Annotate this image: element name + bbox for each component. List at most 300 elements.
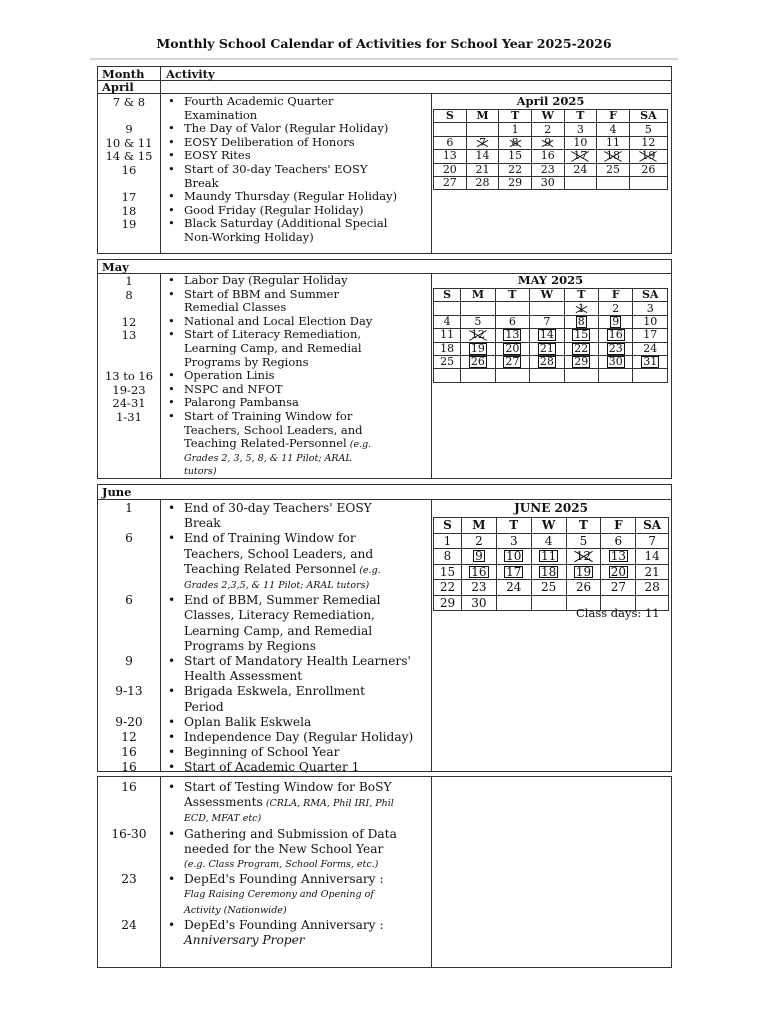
- calendar-day: [531, 595, 566, 611]
- calendar-day: [530, 329, 564, 342]
- calendar-day: [434, 369, 461, 382]
- bullet-icon: •: [168, 216, 175, 231]
- calendar-day: [629, 150, 667, 163]
- crossed-day: 8: [511, 135, 519, 149]
- calendar-day: 3: [496, 533, 531, 549]
- calendar-day: [599, 369, 633, 382]
- calendar-day: 24: [496, 580, 531, 596]
- weekday-header: SA: [633, 289, 668, 302]
- calendar-day: [601, 549, 636, 565]
- calendar-day: 29: [499, 176, 532, 189]
- calendar-day: [564, 329, 598, 342]
- activity-text: End of 30-day Teachers' EOSY: [184, 501, 372, 515]
- class-day: 15: [574, 328, 589, 342]
- calendar-day: [530, 302, 564, 315]
- activity-date: 6: [125, 593, 133, 607]
- activity-date: 12: [121, 315, 137, 329]
- june-continued-section: [97, 776, 672, 968]
- calendar-day: [564, 150, 597, 163]
- calendar-column-divider: [431, 273, 432, 478]
- activity-text: Operation Linis: [184, 368, 275, 383]
- weekday-header: T: [564, 110, 597, 123]
- calendar-title: JUNE 2025: [514, 501, 588, 515]
- bullet-icon: •: [168, 760, 176, 775]
- activity-item: [162, 163, 430, 190]
- activity-date: 1: [125, 274, 133, 288]
- bullet-icon: •: [168, 395, 175, 410]
- bullet-icon: •: [168, 654, 176, 669]
- bullet-icon: •: [168, 94, 175, 108]
- may-section: [97, 259, 672, 479]
- calendar-day: 7: [636, 533, 669, 549]
- calendar-day: 28: [636, 580, 669, 596]
- weekday-header: M: [461, 289, 495, 302]
- weekday-header: F: [601, 518, 636, 534]
- activity-text: Beginning of School Year: [184, 745, 340, 760]
- activity-note: (e.g. Class Program, School Forms, etc.): [184, 859, 379, 871]
- calendar-day: [599, 355, 633, 368]
- calendar-day: 5: [461, 315, 495, 328]
- bullet-icon: •: [168, 684, 176, 699]
- weekday-header: F: [599, 289, 633, 302]
- calendar-day: [633, 369, 668, 382]
- activity-item: [162, 654, 430, 684]
- class-day: 16: [608, 328, 623, 342]
- calendar-day: 2: [531, 123, 564, 136]
- calendar-day: [461, 549, 496, 565]
- activity-date: 16: [121, 163, 137, 177]
- month-label-june: June: [102, 485, 132, 499]
- calendar-day: 29: [434, 595, 462, 611]
- calendar-day: [564, 369, 598, 382]
- crossed-day: 18: [606, 149, 621, 163]
- activity-text: Learning Camp, and Remedial: [184, 623, 373, 638]
- activity-item: [162, 593, 430, 654]
- calendar-day: 2: [599, 302, 633, 315]
- calendar-day: 1: [434, 533, 462, 549]
- calendar-day: 10: [564, 136, 597, 149]
- calendar-day: [597, 176, 630, 189]
- activity-item: [162, 217, 430, 244]
- crossed-day: 12: [575, 549, 592, 564]
- activity-date: 1-31: [116, 410, 142, 424]
- class-day: 23: [608, 341, 623, 355]
- calendar-day: 25: [597, 163, 630, 176]
- calendar-day: [495, 355, 529, 368]
- calendar-day: 11: [597, 136, 630, 149]
- activity-text: Oplan Balik Eskwela: [184, 714, 312, 729]
- activity-text: Assessments (CRLA, RMA, Phil IRI, Phil: [184, 795, 394, 810]
- activity-text: Start of Testing Window for BoSY: [184, 780, 392, 794]
- activity-text: Health Assessment: [184, 669, 303, 684]
- class-day: 13: [610, 549, 626, 564]
- calendar-grid: [433, 517, 669, 611]
- class-day: 29: [574, 355, 589, 369]
- june-section: [97, 484, 672, 775]
- may-activities: [162, 274, 430, 479]
- activity-text: Brigada Eskwela, Enrollment: [184, 684, 366, 699]
- activity-text: Examination: [184, 107, 258, 122]
- crossed-day: 12: [470, 328, 485, 342]
- weekday-header: M: [466, 110, 499, 123]
- activity-item: [162, 531, 430, 593]
- calendar-day: [564, 315, 598, 328]
- calendar-column-divider: [431, 777, 432, 967]
- bullet-icon: •: [168, 368, 175, 383]
- calendar-day: 21: [636, 564, 669, 580]
- calendar-grid: [433, 109, 668, 190]
- crossed-day: 7: [478, 135, 486, 149]
- activity-text: Fourth Academic Quarter: [184, 94, 334, 108]
- bullet-icon: •: [168, 917, 176, 932]
- calendar-day: [496, 595, 531, 611]
- activity-text: End of Training Window for: [184, 531, 356, 546]
- calendar-day: [461, 302, 495, 315]
- month-column-divider: [160, 273, 161, 478]
- calendar-day: 4: [597, 123, 630, 136]
- calendar-day: 17: [633, 329, 668, 342]
- activity-date: 24-31: [112, 396, 146, 410]
- activity-date: 12: [121, 730, 137, 744]
- calendar-day: 6: [601, 533, 636, 549]
- calendar-day: 4: [531, 533, 566, 549]
- activity-item: [162, 149, 430, 163]
- calendar-day: [495, 302, 529, 315]
- calendar-day: 6: [495, 315, 529, 328]
- activity-item: [162, 684, 430, 714]
- calendar-day: 7: [530, 315, 564, 328]
- weekday-header: SA: [629, 110, 667, 123]
- calendar-day: 2: [461, 533, 496, 549]
- month-label-april: April: [102, 80, 134, 94]
- activity-item: [162, 122, 430, 136]
- activity-item: [162, 410, 430, 479]
- weekday-header: W: [531, 110, 564, 123]
- weekday-header: M: [461, 518, 496, 534]
- activity-item: [162, 501, 430, 531]
- activity-text: Gathering and Submission of Data: [184, 826, 397, 841]
- class-day: 8: [577, 314, 585, 328]
- weekday-header: S: [434, 518, 462, 534]
- activity-text: Start of Literacy Remediation,: [184, 327, 362, 342]
- class-day: 17: [506, 564, 522, 579]
- activity-item: [162, 745, 430, 760]
- activity-header: Activity: [166, 67, 215, 81]
- activity-text: Remedial Classes: [184, 300, 287, 315]
- activity-date: 16: [121, 760, 137, 774]
- weekday-header: T: [499, 110, 532, 123]
- activity-date: 8: [125, 288, 133, 302]
- calendar-day: [466, 123, 499, 136]
- calendar-day: [499, 136, 532, 149]
- calendar-day: [461, 355, 495, 368]
- calendar-day: 26: [629, 163, 667, 176]
- calendar-day: [597, 150, 630, 163]
- activity-item: [162, 95, 430, 122]
- calendar-day: 8: [434, 549, 462, 565]
- calendar-day: [566, 549, 601, 565]
- activity-text: Programs by Regions: [184, 354, 309, 369]
- june-calendar: [433, 500, 669, 611]
- activity-text: DepEd's Founding Anniversary :: [184, 872, 384, 887]
- weekday-header: T: [495, 289, 529, 302]
- crossed-day: 19: [641, 149, 656, 163]
- month-column-divider: [160, 777, 161, 967]
- activity-text: Break: [184, 516, 221, 531]
- activity-text: Break: [184, 175, 219, 190]
- activity-note: Flag Raising Ceremony and Opening of: [184, 889, 374, 901]
- activity-date: 23: [121, 872, 137, 886]
- weekday-header: F: [597, 110, 630, 123]
- activity-text: Start of 30-day Teachers' EOSY: [184, 161, 368, 176]
- calendar-day: [495, 329, 529, 342]
- class-day: 14: [539, 328, 554, 342]
- activity-text: Independence Day (Regular Holiday): [184, 730, 414, 745]
- calendar-day: 5: [566, 533, 601, 549]
- calendar-day: 18: [434, 342, 461, 355]
- activity-item: [162, 190, 430, 204]
- title-divider: [90, 58, 678, 60]
- calendar-day: [461, 369, 495, 382]
- activity-date: 10 & 11: [105, 136, 153, 150]
- bullet-icon: •: [168, 313, 175, 328]
- calendar-day: [496, 564, 531, 580]
- calendar-day: 5: [629, 123, 667, 136]
- class-day: 18: [540, 564, 557, 579]
- bullet-icon: •: [168, 408, 175, 423]
- calendar-column-divider: [431, 93, 432, 253]
- activity-text: Start of Mandatory Health Learners': [184, 654, 411, 669]
- calendar-day: [461, 329, 495, 342]
- bullet-icon: •: [168, 593, 176, 608]
- calendar-day: 14: [636, 549, 669, 565]
- bullet-icon: •: [168, 730, 176, 745]
- calendar-day: 11: [434, 329, 461, 342]
- activity-date: 9-13: [115, 684, 143, 698]
- activity-text: Programs by Regions: [184, 638, 317, 653]
- class-day: 26: [470, 355, 485, 369]
- activity-text: Black Saturday (Additional Special: [184, 216, 388, 231]
- bullet-icon: •: [168, 327, 175, 342]
- april-activities: [162, 95, 430, 245]
- calendar-day: 22: [499, 163, 532, 176]
- activity-date: 19: [121, 217, 137, 231]
- activity-text: Period: [184, 699, 224, 714]
- activity-text: needed for the New School Year: [184, 841, 384, 856]
- activity-date: 24: [121, 918, 137, 932]
- bullet-icon: •: [168, 745, 176, 760]
- calendar-day: 27: [434, 176, 467, 189]
- calendar-day: 28: [466, 176, 499, 189]
- class-day: 31: [643, 355, 658, 369]
- crossed-day: 9: [544, 135, 552, 149]
- calendar-day: 21: [466, 163, 499, 176]
- activity-date: 7 & 8: [112, 95, 146, 109]
- class-day: 9: [475, 549, 483, 564]
- calendar-day: 4: [434, 315, 461, 328]
- calendar-day: [564, 342, 598, 355]
- activity-text: Non-Working Holiday): [184, 229, 314, 244]
- activity-item: [162, 918, 430, 948]
- activity-item: [162, 369, 430, 383]
- activity-date: 9: [125, 122, 133, 136]
- calendar-day: 30: [461, 595, 496, 611]
- calendar-day: [531, 136, 564, 149]
- class-day: 27: [505, 355, 520, 369]
- class-day: 13: [505, 328, 520, 342]
- bullet-icon: •: [168, 826, 176, 841]
- weekday-header: T: [496, 518, 531, 534]
- calendar-day: [530, 342, 564, 355]
- june-continued-activities: [162, 780, 430, 948]
- month-label-may: May: [102, 260, 129, 274]
- calendar-day: 27: [601, 580, 636, 596]
- calendar-day: 14: [466, 150, 499, 163]
- calendar-day: [599, 329, 633, 342]
- month-header: Month: [102, 67, 145, 81]
- bullet-icon: •: [168, 780, 176, 794]
- calendar-day: 22: [434, 580, 462, 596]
- calendar-day: 24: [564, 163, 597, 176]
- calendar-column-divider: [431, 499, 432, 771]
- june-activities: [162, 501, 430, 776]
- calendar-day: [599, 315, 633, 328]
- calendar-day: 23: [531, 163, 564, 176]
- activity-date: 6: [125, 531, 133, 545]
- activity-subtitle: Anniversary Proper: [184, 933, 305, 948]
- activity-text: Start of Training Window for: [184, 408, 353, 423]
- class-day: 16: [471, 564, 487, 579]
- activity-item: [162, 315, 430, 329]
- activity-item: [162, 715, 430, 730]
- activity-note: Grades 2, 3, 5, 8, & 11 Pilot; ARAL: [184, 452, 352, 464]
- weekday-header: S: [434, 110, 467, 123]
- activity-item: [162, 288, 430, 315]
- calendar-day: [566, 564, 601, 580]
- calendar-day: [434, 123, 467, 136]
- calendar-grid: [433, 288, 668, 383]
- activity-note: ECD, MFAT etc): [184, 813, 262, 825]
- calendar-day: [496, 549, 531, 565]
- bullet-icon: •: [168, 134, 175, 149]
- activity-text: Start of BBM and Summer: [184, 286, 339, 301]
- calendar-day: 1: [499, 123, 532, 136]
- class-day: 11: [540, 549, 557, 564]
- activity-note: tutors): [184, 466, 217, 478]
- weekday-header: SA: [636, 518, 669, 534]
- bullet-icon: •: [168, 148, 175, 163]
- calendar-day: 25: [531, 580, 566, 596]
- bullet-icon: •: [168, 189, 175, 204]
- activity-item: [162, 760, 430, 775]
- activity-date: 17: [121, 190, 137, 204]
- bullet-icon: •: [168, 202, 175, 217]
- calendar-day: [629, 176, 667, 189]
- class-day: 21: [539, 341, 554, 355]
- weekday-header: S: [434, 289, 461, 302]
- weekday-header: W: [530, 289, 564, 302]
- calendar-day: [461, 342, 495, 355]
- activity-text: Teachers, School Leaders, and: [184, 422, 363, 437]
- activity-text: Good Friday (Regular Holiday): [184, 202, 364, 217]
- activity-item: [162, 383, 430, 397]
- bullet-icon: •: [168, 121, 175, 136]
- may-calendar: [433, 273, 668, 383]
- bullet-icon: •: [168, 273, 175, 287]
- calendar-day: [530, 369, 564, 382]
- activity-item: [162, 780, 430, 827]
- activity-item: [162, 204, 430, 218]
- activity-note: (CRLA, RMA, Phil IRI, Phil: [262, 798, 394, 810]
- class-day: 9: [612, 314, 620, 328]
- class-day: 28: [539, 355, 554, 369]
- month-column-divider: [160, 499, 161, 771]
- activity-text: Teaching Related Personnel (e.g.: [184, 561, 381, 576]
- calendar-day: [633, 355, 668, 368]
- calendar-day: 26: [566, 580, 601, 596]
- bullet-icon: •: [168, 531, 176, 546]
- calendar-title: April 2025: [516, 94, 585, 108]
- month-column-divider: [160, 67, 161, 253]
- class-day: 19: [470, 341, 485, 355]
- bullet-icon: •: [168, 501, 176, 515]
- calendar-day: 25: [434, 355, 461, 368]
- activity-item: [162, 396, 430, 410]
- activity-text: Teachers, School Leaders, and: [184, 546, 374, 561]
- calendar-day: 24: [633, 342, 668, 355]
- activity-item: [162, 872, 430, 918]
- activity-text: Classes, Literacy Remediation,: [184, 608, 375, 623]
- calendar-day: [564, 302, 598, 315]
- activity-text: End of BBM, Summer Remedial: [184, 593, 381, 608]
- activity-text: Learning Camp, and Remedial: [184, 340, 362, 355]
- calendar-day: 20: [434, 163, 467, 176]
- activity-item: [162, 730, 430, 745]
- activity-text: NSPC and NFOT: [184, 381, 283, 396]
- april-calendar: [433, 94, 668, 190]
- activity-date: 16: [121, 780, 137, 794]
- document-title: Monthly School Calendar of Activities for School Year 2025-2026: [156, 36, 612, 51]
- class-day: 20: [610, 564, 626, 579]
- activity-date: 16-30: [111, 827, 147, 841]
- activity-date: 18: [121, 204, 137, 218]
- activity-text: Start of Academic Quarter 1: [184, 760, 360, 775]
- calendar-day: 15: [499, 150, 532, 163]
- activity-date: 19-23: [112, 383, 146, 397]
- activity-item: [162, 274, 430, 288]
- activity-text: Maundy Thursday (Regular Holiday): [184, 189, 398, 204]
- activity-item: [162, 136, 430, 150]
- calendar-day: 12: [629, 136, 667, 149]
- calendar-day: 16: [531, 150, 564, 163]
- activity-date: 13: [121, 328, 137, 342]
- bullet-icon: •: [168, 381, 175, 396]
- activity-date: 9-20: [115, 715, 143, 729]
- weekday-header: T: [566, 518, 601, 534]
- weekday-header: T: [564, 289, 598, 302]
- activity-date: 16: [121, 745, 137, 759]
- calendar-day: 6: [434, 136, 467, 149]
- calendar-day: [495, 342, 529, 355]
- class-days-count: Class days: 11: [576, 606, 660, 620]
- calendar-day: [531, 549, 566, 565]
- calendar-day: 3: [564, 123, 597, 136]
- activity-item: [162, 827, 430, 873]
- activity-date: 1: [125, 501, 133, 515]
- activity-note: (e.g.: [346, 439, 372, 451]
- activity-note: (e.g.: [356, 564, 381, 576]
- calendar-day: [434, 302, 461, 315]
